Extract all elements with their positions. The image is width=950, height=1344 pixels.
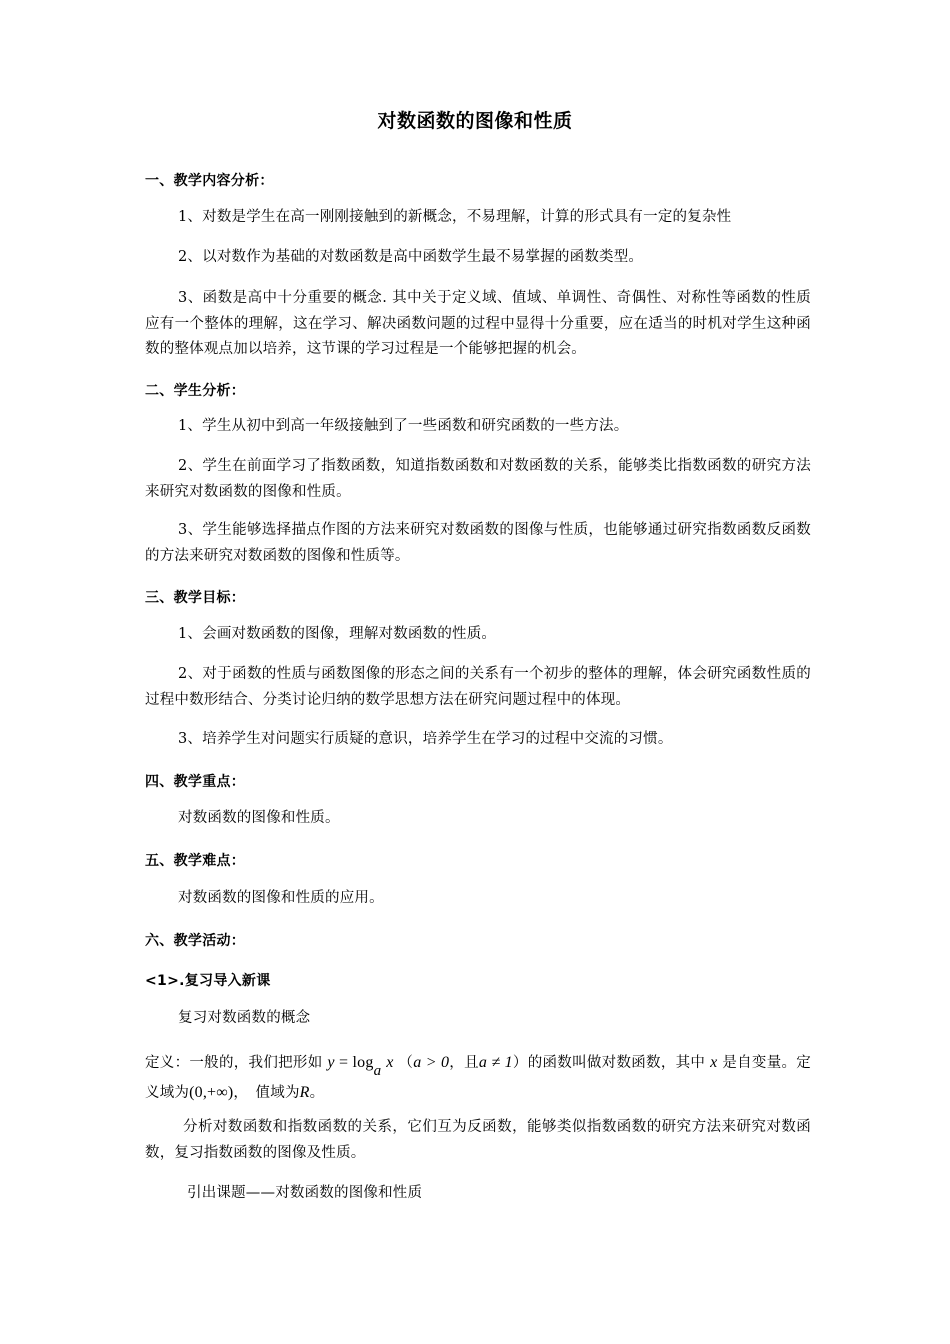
paragraph: 对数函数的图像和性质的应用。 bbox=[178, 890, 384, 906]
definition-text: （ bbox=[393, 1055, 414, 1071]
paragraph: 引出课题——对数函数的图像和性质 bbox=[187, 1185, 423, 1201]
formula-base: a bbox=[373, 1063, 382, 1079]
formula-log: = log bbox=[334, 1054, 374, 1071]
variable-x: x bbox=[710, 1054, 718, 1071]
paragraph: 2、对于函数的性质与函数图像的形态之间的关系有一个初步的整体的理解，体会研究函数性质的过程中数形结合、分类讨论归纳的数学思想方法在研究问题过程中的体现。 bbox=[145, 666, 811, 708]
paragraph: 2、以对数作为基础的对数函数是高中函数学生最不易掌握的函数类型。 bbox=[178, 249, 644, 265]
paragraph: 复习对数函数的概念 bbox=[178, 1010, 311, 1026]
definition-text: 定义：一般的，我们把形如 bbox=[145, 1055, 328, 1071]
formula-y: y bbox=[327, 1054, 335, 1071]
section-heading-content-analysis: 一、教学内容分析： bbox=[145, 173, 274, 189]
condition-a-not-one: a ≠ 1 bbox=[478, 1054, 513, 1071]
range-symbol: R bbox=[299, 1084, 310, 1101]
section-heading-difficulties: 五、教学难点： bbox=[145, 853, 246, 869]
paragraph: 2、学生在前面学习了指数函数，知道指数函数和对数函数的关系，能够类比指数函数的研究方法来研究对数函数的图像和性质。 bbox=[145, 458, 811, 500]
paragraph: 3、函数是高中十分重要的概念. 其中关于定义域、值域、单调性、奇偶性、对称性等函数的性质应有一个整体的理解，这在学习、解决函数问题的过程中显得十分重要，应在适当的时机对学生这种函数的整体观点加以培养，这节课的学习过程是一个能够把握的机会。 bbox=[145, 290, 811, 357]
paragraph: 1、对数是学生在高一刚刚接触到的新概念，不易理解，计算的形式具有一定的复杂性 bbox=[178, 209, 732, 225]
section-heading-teaching-goals: 三、教学目标： bbox=[145, 590, 246, 606]
paragraph: 分析对数函数和指数函数的关系，它们互为反函数，能够类似指数函数的研究方法来研究对数函数，复习指数函数的图像及性质。 bbox=[145, 1119, 811, 1161]
definition-text: 。 bbox=[309, 1085, 325, 1101]
page-title: 对数函数的图像和性质 bbox=[377, 110, 573, 132]
definition-text: ，且 bbox=[449, 1055, 479, 1071]
formula-x: x bbox=[386, 1054, 394, 1071]
section-heading-key-points: 四、教学重点： bbox=[145, 774, 246, 790]
paragraph: 3、学生能够选择描点作图的方法来研究对数函数的图像与性质，也能够通过研究指数函数反函数的方法来研究对数函数的图像和性质等。 bbox=[145, 522, 811, 564]
section-heading-activities: 六、教学活动： bbox=[145, 933, 246, 949]
paragraph: 1、会画对数函数的图像，理解对数函数的性质。 bbox=[178, 626, 497, 642]
definition-text: ， 值域为 bbox=[233, 1085, 300, 1101]
definition-text: ）的函数叫做对数函数，其中 bbox=[512, 1055, 711, 1071]
paragraph: 3、培养学生对问题实行质疑的意识，培养学生在学习的过程中交流的习惯。 bbox=[178, 731, 673, 747]
paragraph: 1、学生从初中到高一年级接触到了一些函数和研究函数的一些方法。 bbox=[178, 418, 629, 434]
definition-paragraph bbox=[145, 1048, 811, 1108]
condition-a-positive: a > 0 bbox=[413, 1054, 450, 1071]
paragraph: 对数函数的图像和性质。 bbox=[178, 810, 340, 826]
definition-text: 是自变量。定义域为 bbox=[145, 1055, 812, 1101]
section-heading-student-analysis: 二、学生分析： bbox=[145, 383, 246, 399]
subsection-heading-review: <1>.复习导入新课 bbox=[145, 973, 271, 989]
domain-interval: (0,+∞) bbox=[189, 1084, 234, 1101]
